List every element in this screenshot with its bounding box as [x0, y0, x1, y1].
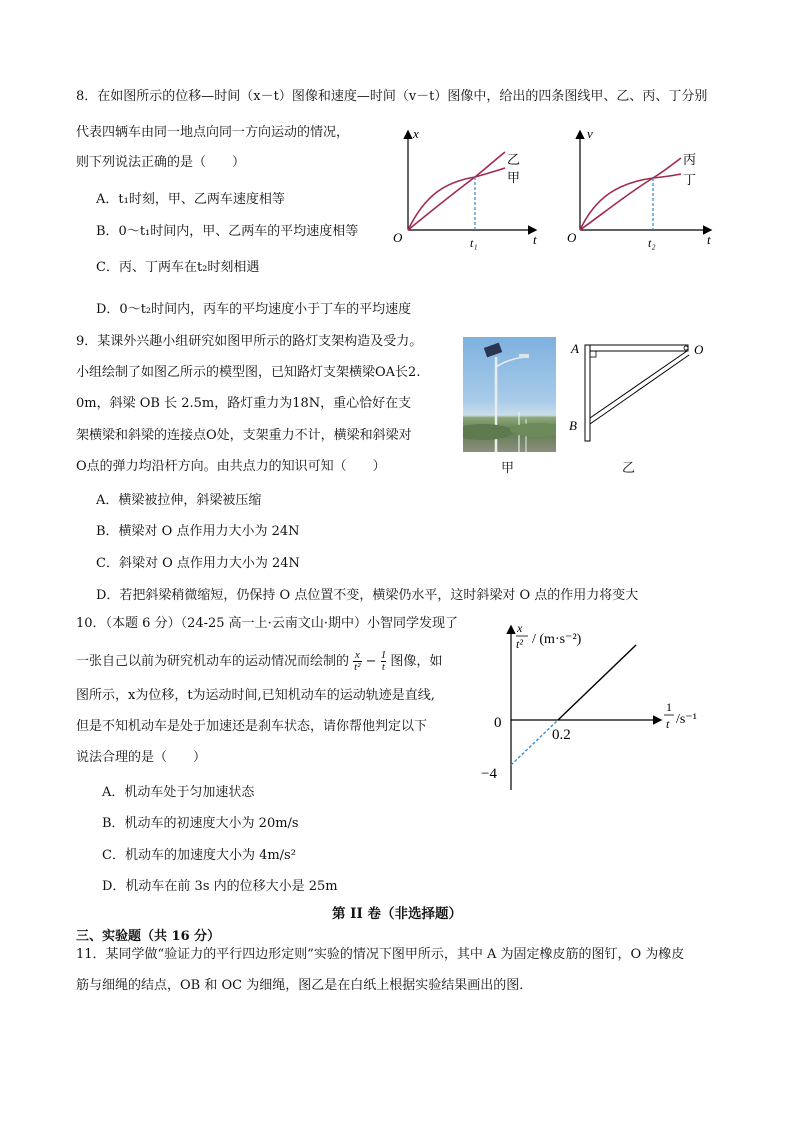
- xt-label-jia: 甲: [507, 170, 521, 185]
- xt-xlabel: t: [533, 232, 537, 247]
- q9-stem-line1: 9．某课外兴趣小组研究如图甲所示的路灯支架构造及受力。: [76, 334, 423, 349]
- q9-option-c: C．斜梁对 O 点作用力大小为 24N: [96, 556, 300, 571]
- q10-stem-line4: 但是不知机动车是处于加速还是刹车状态，请你帮他判定以下: [76, 719, 428, 734]
- q10-option-b: B．机动车的初速度大小为 20m/s: [102, 816, 299, 831]
- q8-option-b: B．0～t₁时间内，甲、乙两车的平均速度相等: [96, 224, 359, 239]
- fig-label-jia: 甲: [501, 461, 515, 476]
- bracket-model-diagram: [565, 335, 715, 445]
- part-ii-title: 第 II 卷（非选择题）: [331, 906, 463, 922]
- xt-label-yi: 乙: [507, 152, 521, 167]
- q10-option-a: A．机动车处于匀加速状态: [102, 785, 255, 800]
- model-label-b: B: [569, 418, 577, 433]
- q10-frac-1-t: 1 t: [380, 649, 387, 673]
- vt-label-bing: 丙: [683, 152, 697, 167]
- xt-curve-yi: [408, 152, 505, 230]
- streetlight-photo: [463, 337, 556, 452]
- vt-curve-bing: [580, 158, 681, 230]
- q10-stem-line2a: 一张自己以前为研究机动车的运动情况而绘制的: [76, 654, 350, 669]
- q8-xt-graph: [385, 120, 555, 255]
- g10-origin: 0: [494, 715, 502, 731]
- vt-origin: O: [567, 230, 577, 245]
- g10-solid-line: [558, 645, 636, 720]
- q10-stem-line3: 图所示，x为位移，t为运动时间,已知机动车的运动轨迹是直线,: [76, 688, 435, 703]
- g10-ylabel-den: t²: [516, 637, 523, 651]
- q9-option-b: B．横梁对 O 点作用力大小为 24N: [96, 524, 300, 539]
- q10-stem-line5: 说法合理的是（ ）: [76, 750, 207, 765]
- q9-stem-line3: 0m，斜梁 OB 长 2.5m，路灯重力为18N，重心恰好在支: [76, 396, 412, 411]
- g10-xlabel-unit: /s⁻¹: [676, 712, 697, 727]
- g10-xlabel-den: t: [666, 717, 670, 731]
- g10-xlabel-num: 1: [666, 700, 672, 714]
- g10-ylabel-unit: / (m·s⁻²): [532, 632, 582, 647]
- q9-stem-line2: 小组绘制了如图乙所示的模型图，已知路灯支架横梁OA长2.: [76, 365, 421, 380]
- q9-option-a: A．横梁被拉伸，斜梁被压缩: [96, 493, 262, 508]
- q11-stem-line1: 11．某同学做“验证力的平行四边形定则”实验的情况下图甲所示，其中 A 为固定橡皮筋的图钉，O 为橡皮: [76, 947, 685, 962]
- model-label-a: A: [571, 341, 579, 356]
- model-label-o: O: [694, 342, 704, 357]
- q9-stem-line4: 架横梁和斜梁的连接点O处，支架重力不计，横梁和斜梁对: [76, 428, 412, 443]
- q11-stem-line2: 筋与细绳的结点，OB 和 OC 为细绳，图乙是在白纸上根据实验结果画出的图．: [76, 978, 533, 993]
- q10-option-d: D．机动车在前 3s 内的位移大小是 25m: [102, 879, 338, 894]
- fig-label-yi: 乙: [622, 461, 636, 476]
- g10-y-intercept: −4: [481, 766, 497, 782]
- g10-ylabel-num: x: [517, 621, 523, 635]
- q10-stem-line2b: 图像，如: [390, 654, 443, 669]
- q10-option-c: C．机动车的加速度大小为 4m/s²: [102, 848, 296, 863]
- q10-graph: [470, 615, 720, 800]
- q9-option-d: D．若把斜梁稍微缩短，仍保持 O 点位置不变，横梁仍水平，这时斜梁对 O 点的作用力将变大: [96, 588, 639, 603]
- q9-stem-line5: O点的弹力均沿杆方向。由共点力的知识可知（ ）: [76, 459, 386, 474]
- q8-stem-line2: 代表四辆车由同一地点向同一方向运动的情况，: [76, 125, 350, 140]
- xt-tick-t1: t₁: [470, 236, 478, 250]
- vt-tick-t2: t₂: [648, 236, 656, 250]
- q8-option-c: C．丙、丁两车在t₂时刻相遇: [96, 260, 260, 275]
- xt-ylabel: x: [413, 126, 419, 141]
- q8-stem-line3: 则下列说法正确的是（ ）: [76, 155, 246, 170]
- vt-ylabel: v: [587, 126, 593, 141]
- q10-stem-line2: 一张自己以前为研究机动车的运动情况而绘制的 x t² − 1 t 图像，如: [76, 649, 443, 673]
- q8-option-d: D．0～t₂时间内，丙车的平均速度小于丁车的平均速度: [96, 302, 412, 317]
- vt-xlabel: t: [707, 232, 711, 247]
- q8-option-a: A．t₁时刻，甲、乙两车速度相等: [96, 192, 285, 207]
- vt-curve-ding: [580, 174, 681, 230]
- section-heading-experiment: 三、实验题（共 16 分）: [76, 929, 221, 944]
- q8-vt-graph: [555, 120, 725, 255]
- q10-frac-x-t2: x t²: [354, 649, 361, 673]
- g10-x-intercept: 0.2: [552, 727, 571, 743]
- g10-dashed-extension: [511, 720, 558, 765]
- vt-label-ding: 丁: [683, 172, 697, 187]
- q8-stem-line1: 8．在如图所示的位移—时间（x－t）图像和速度—时间（v－t）图像中，给出的四条图线甲、乙、丙、丁分别: [76, 89, 708, 104]
- q10-stem-line1: 10．（本题 6 分）（24-25 高一上·云南文山·期中）小智同学发现了: [76, 616, 458, 631]
- xt-origin: O: [393, 230, 403, 245]
